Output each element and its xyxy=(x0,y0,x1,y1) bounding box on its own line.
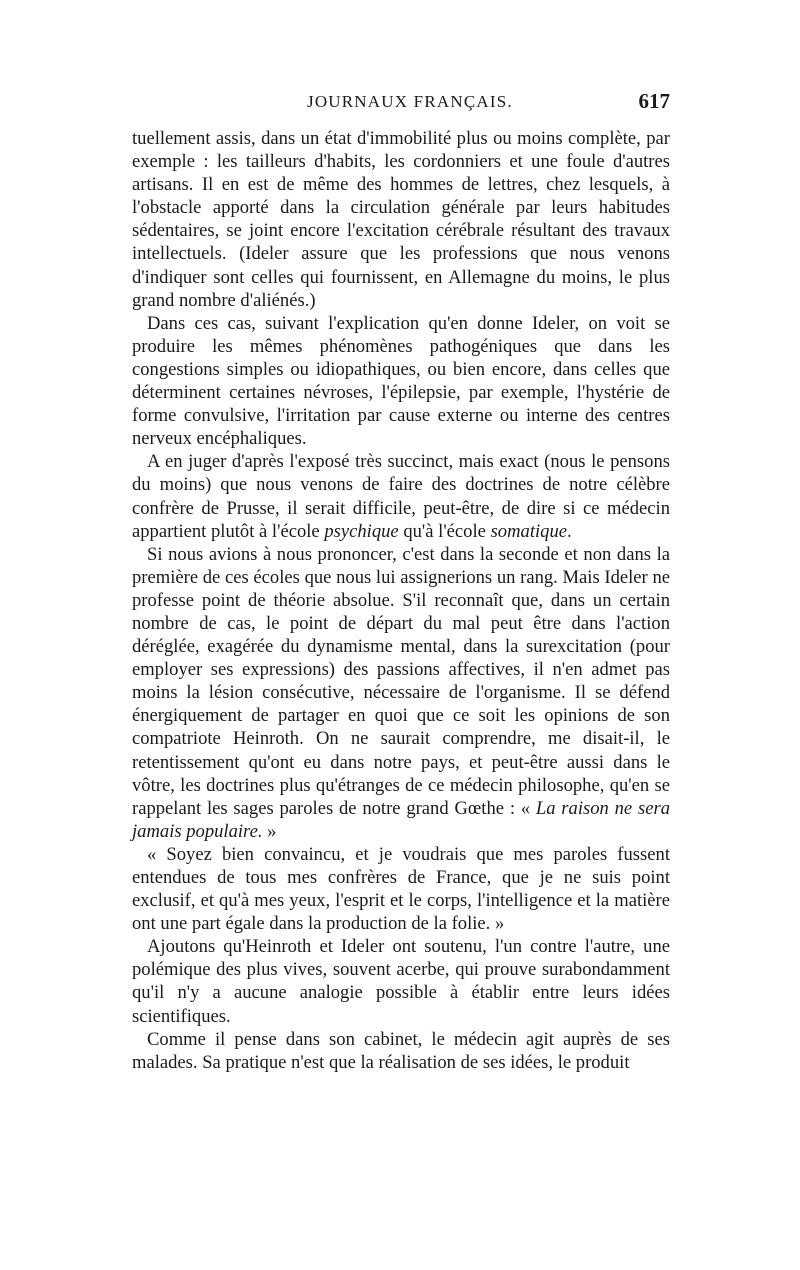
italic-term: somatique xyxy=(490,520,567,542)
italic-quote: La raison ne sera jamais populaire. xyxy=(132,797,670,842)
paragraph xyxy=(132,543,670,843)
body-text xyxy=(132,127,670,1074)
paragraph-text: » xyxy=(262,820,277,842)
paragraph-text: Si nous avions à nous prononcer, c'est dans la seconde et non dans la première de ces écoles que nous lui assignerions un rang. Mais Ideler ne professe point de théorie absolue. S'il reconnaît que, dans un certain nombre de cas, le point de départ du mal peut être dans l'action déréglée, exagérée du dynamisme mental, dans la surexcitation (pour employer ses expressions) des passions affectives, il n'en admet pas moins la lésion consécutive, nécessaire de l'organisme. Il se défend énergiquement de partager en quoi que ce soit les opinions de son compatriote Heinroth. On ne saurait comprendre, me disait-il, le retentissement qu'ont eu dans notre pays, et peut-être aussi dans le vôtre, les doctrines plus qu'étranges de ce médecin philosophe, qu'en se rappelant les sages paroles de notre grand Gœthe : « xyxy=(132,543,670,819)
paragraph: Ajoutons qu'Heinroth et Ideler ont soutenu, l'un contre l'autre, une polémique des plus vives, souvent acerbe, qui prouve surabondamment qu'il n'y a aucune analogie possible à établir entre leurs idées scientifiques. xyxy=(132,936,670,1027)
paragraph: « Soyez bien convaincu, et je voudrais que mes paroles fussent entendues de tous mes confrères de France, que je ne suis point exclusif, et qu'à mes yeux, l'esprit et le corps, l'intelligence et la matière ont une part égale dans la production de la folie. » xyxy=(132,843,670,935)
paragraph: Comme il pense dans son cabinet, le médecin agit auprès de ses malades. Sa pratique n'est que la réalisation de ses idées, le produit xyxy=(132,1028,670,1073)
paragraph: Dans ces cas, suivant l'explication qu'en donne Ideler, on voit se produire les mêmes phénomènes pathogéniques que dans les congestions simples ou idiopathiques, ou bien encore, dans celles que déterminent certaines névroses, l'épilepsie, par exemple, l'hystérie de forme convulsive, l'irritation par cause externe ou interne des centres nerveux encéphaliques. xyxy=(132,312,670,450)
paragraph-text: qu'à l'école xyxy=(398,520,491,542)
running-title: JOURNAUX FRANÇAIS. xyxy=(307,92,513,111)
paragraph-text: A en juger d'après l'exposé très succinct, mais exact (nous le pensons du moins) que nous venons de faire des doctrines de notre célèbre confrère de Prusse, il serait difficile, peut-être, de dire si ce médecin appartient plutôt à l'école xyxy=(132,451,670,542)
page-header xyxy=(132,89,670,118)
page-number: 617 xyxy=(638,89,670,113)
paragraph-text: . xyxy=(567,520,572,542)
paragraph xyxy=(132,450,670,542)
paragraph: tuellement assis, dans un état d'immobilité plus ou moins complète, par exemple : les tailleurs d'habits, les cordonniers et une foule d'autres artisans. Il en est de même des hommes de lettres, chez lesquels, à l'obstacle apporté dans la circulation générale par leurs habitudes sédentaires, se joint encore l'excitation cérébrale résultant des travaux intellectuels. (Ideler assure que les professions que nous venons d'indiquer sont celles qui fournissent, en Allemagne du moins, le plus grand nombre d'aliénés.) xyxy=(132,128,670,311)
italic-term: psychique xyxy=(324,520,399,542)
